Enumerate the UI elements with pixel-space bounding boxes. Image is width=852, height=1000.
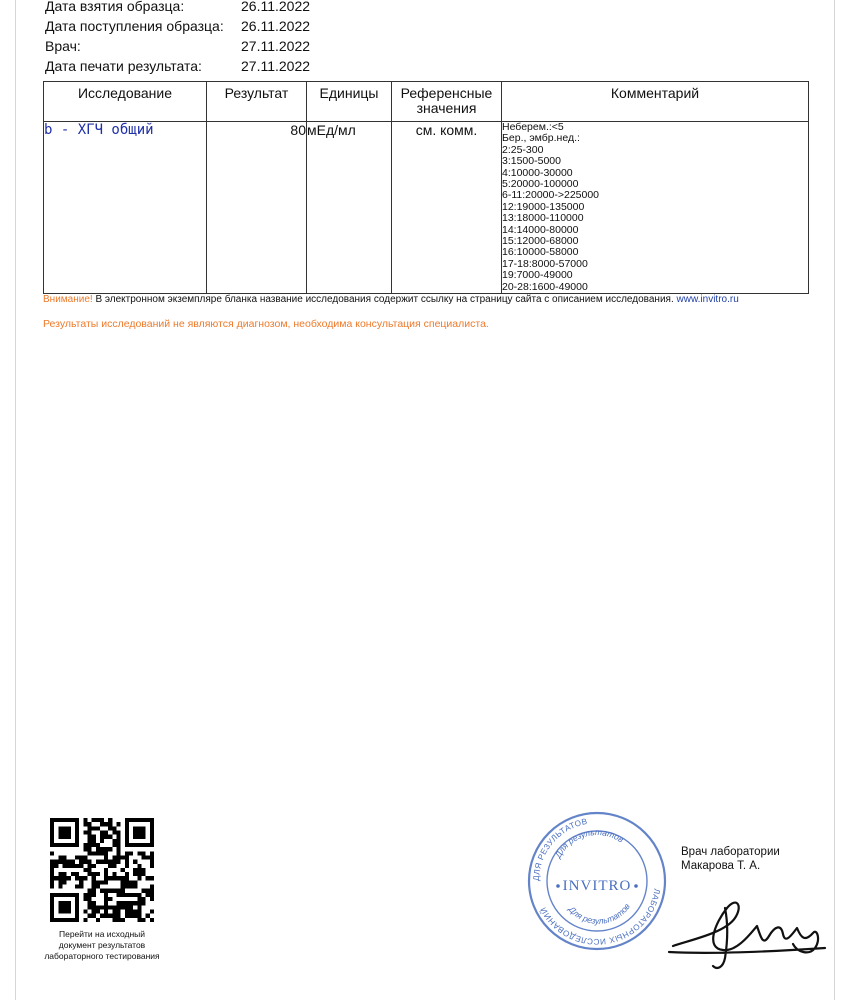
table-row <box>44 122 809 294</box>
svg-text:Для результатов <box>566 901 632 926</box>
notice-warning: Внимание! <box>43 294 93 305</box>
comment-line: 19:7000-49000 <box>502 269 573 282</box>
comment-line: 6-11:20000->225000 <box>502 189 600 202</box>
print-date-value: 27.11.2022 <box>241 58 311 74</box>
comment-line: 12:19000-135000 <box>502 200 585 213</box>
comment-line: 15:12000-68000 <box>502 235 579 248</box>
qr-caption-line1: Перейти на исходный <box>58 929 146 939</box>
comment-line: Неберем.:<5 <box>502 121 564 133</box>
doctor-signature-block <box>681 845 780 873</box>
stamp-outer-text-left: ДЛЯ РЕЗУЛЬТАТОВ <box>531 816 589 882</box>
signature <box>665 878 830 973</box>
comment-line: 14:14000-80000 <box>502 223 579 236</box>
page-edge-left <box>15 0 16 1000</box>
header-reference-line2: значения <box>416 100 477 116</box>
result-value: 80 <box>207 122 307 294</box>
notice-text <box>43 294 739 305</box>
qr-caption-line2: документ результатов <box>58 940 146 950</box>
disclaimer-text: Результаты исследований не являются диагнозом, необходима консультация специалиста. <box>43 318 489 330</box>
header-units: Единицы <box>307 82 392 122</box>
doctor-name: Макарова Т. А. <box>681 860 761 872</box>
invitro-link[interactable]: www.invitro.ru <box>676 294 739 305</box>
stamp-inner-text-top: Для результатов <box>552 826 626 860</box>
doctor-label: Врач: <box>45 38 81 54</box>
comment-line: 3:1500-5000 <box>502 155 561 168</box>
comment-line: 17-18:8000-57000 <box>502 257 588 270</box>
qr-code[interactable] <box>50 818 154 922</box>
notice-body: В электронном экземпляре бланка название исследования содержит ссылку на страницу сайта с описанием исследования. <box>92 294 677 305</box>
header-test: Исследование <box>44 82 207 122</box>
stamp-outer-text-top: ЛАБОРАТОРНЫХ ИССЛЕДОВАНИЙ <box>538 887 662 947</box>
print-date-label: Дата печати результата: <box>45 58 202 74</box>
results-table <box>43 81 809 294</box>
test-name-link[interactable]: b - ХГЧ общий <box>44 122 207 294</box>
comment-line: 2:25-300 <box>502 143 544 156</box>
header-comment: Комментарий <box>502 82 809 122</box>
comment-line: 16:10000-58000 <box>502 246 579 259</box>
header-reference-line1: Референсные <box>400 85 493 101</box>
header-reference <box>392 82 502 122</box>
comment-line: 4:10000-30000 <box>502 166 573 179</box>
page-edge-right <box>834 0 835 1000</box>
comment-line: Бер., эмбр.нед.: <box>502 132 580 145</box>
sample-date-label: Дата взятия образца: <box>45 0 185 14</box>
stamp-center-text: INVITRO <box>562 878 632 894</box>
receipt-date-value: 26.11.2022 <box>241 18 311 34</box>
sample-date-value: 26.11.2022 <box>241 0 311 14</box>
comment-line: 13:18000-110000 <box>502 212 584 225</box>
comment-cell <box>502 122 809 294</box>
comment-line: 20-28:1600-49000 <box>502 280 588 293</box>
comment-line: 5:20000-100000 <box>502 178 579 191</box>
lab-stamp <box>526 810 668 952</box>
doctor-value: 27.11.2022 <box>241 38 311 54</box>
reference-value: см. комм. <box>392 122 502 294</box>
table-header-row <box>44 82 809 122</box>
units-value: мЕд/мл <box>307 122 392 294</box>
qr-caption-line3: лабораторного тестирования <box>44 951 160 961</box>
qr-caption <box>36 929 168 962</box>
header-result: Результат <box>207 82 307 122</box>
doctor-title: Врач лаборатории <box>681 846 780 858</box>
receipt-date-label: Дата поступления образца: <box>45 18 224 34</box>
stamp-inner-text-bottom: Для результатов <box>566 901 632 926</box>
